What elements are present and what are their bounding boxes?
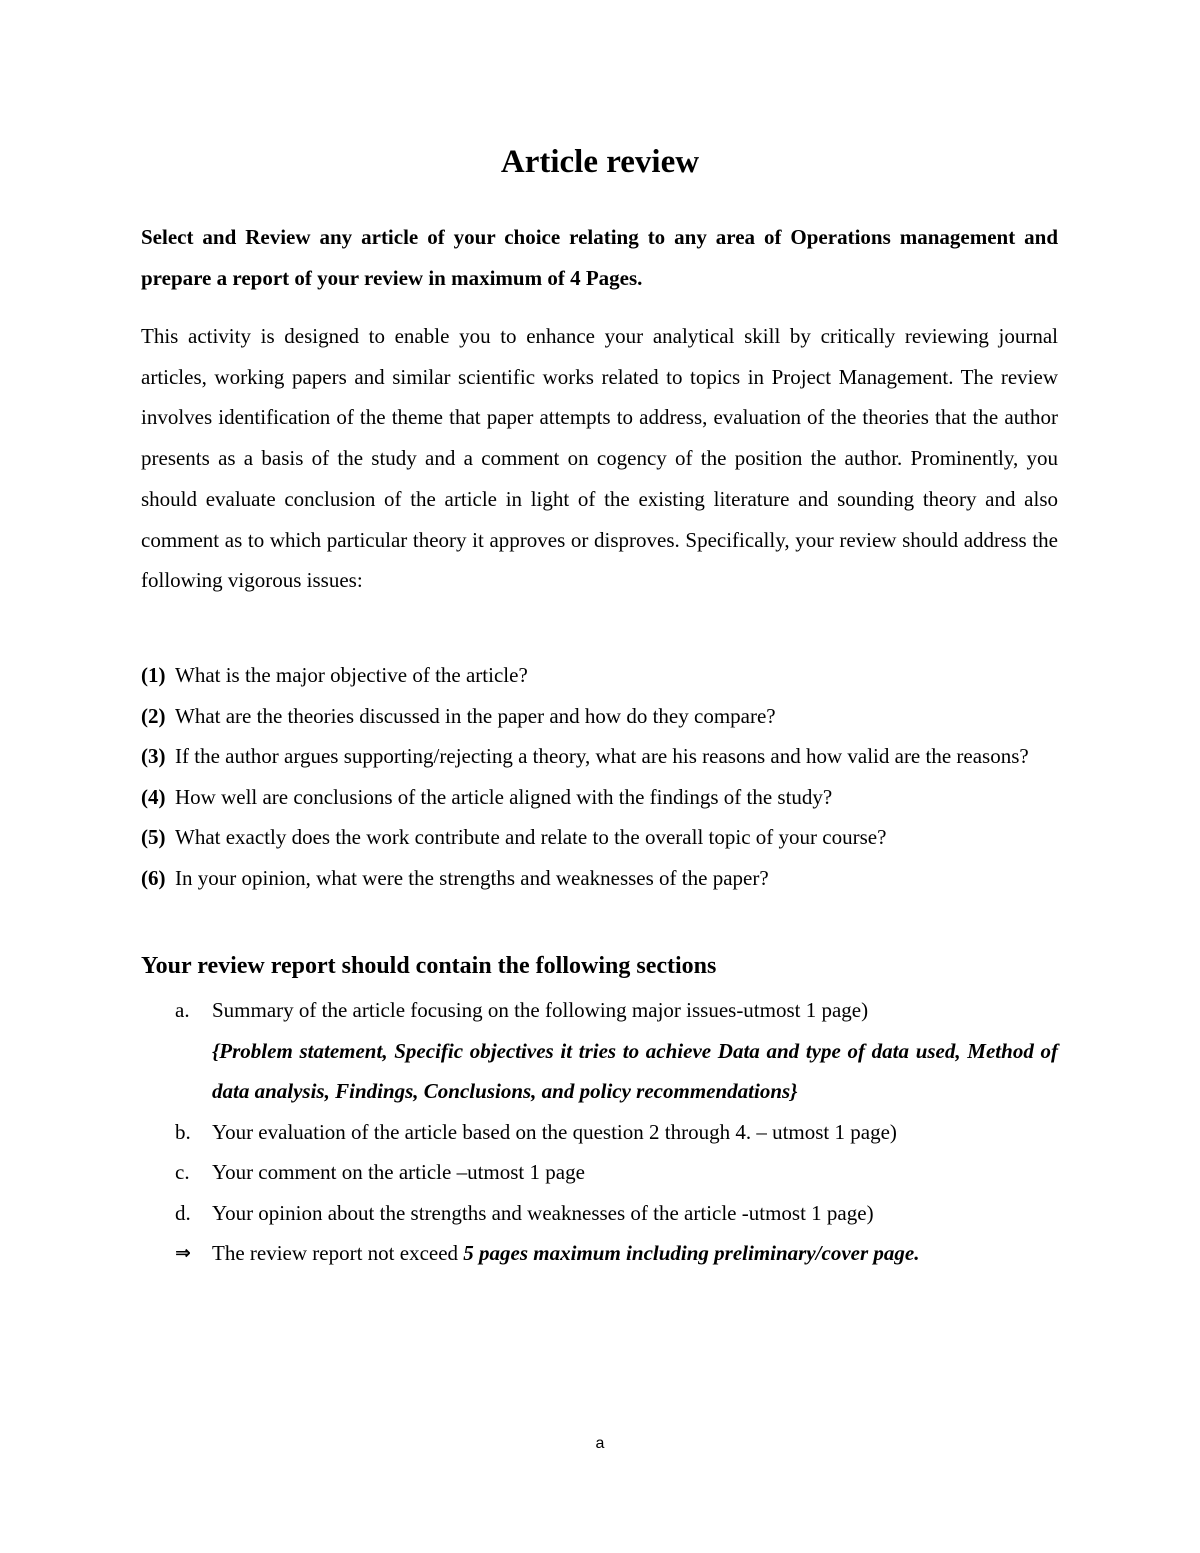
report-sections-list	[141, 990, 1058, 1274]
note-text: The review report not exceed	[212, 1241, 464, 1265]
review-questions-list	[141, 655, 1058, 898]
section-item	[141, 1152, 1058, 1193]
section-marker: b.	[175, 1119, 191, 1144]
question-text: What exactly does the work contribute and relate to the overall topic of your course?	[175, 825, 887, 849]
question-number: (1)	[141, 663, 166, 687]
sections-heading: Your review report should contain the following sections	[141, 953, 717, 979]
section-text: Your opinion about the strengths and weaknesses of the article -utmost 1 page)	[212, 1200, 874, 1225]
note-item	[141, 1233, 1058, 1274]
section-item	[141, 1112, 1058, 1153]
question-text: How well are conclusions of the article aligned with the findings of the study?	[175, 784, 833, 809]
question-number: (6)	[141, 865, 166, 890]
question-text: In your opinion, what were the strengths and weaknesses of the paper?	[175, 865, 769, 890]
summary-issues-detail: {Problem statement, Specific objectives it tries to achieve Data and type of data used, Method of data analysis, Findings, Conclusions, and policy recommendations}	[212, 1038, 1058, 1103]
section-detail	[141, 1031, 1058, 1112]
section-item	[141, 1193, 1058, 1234]
question-item	[141, 817, 1058, 858]
question-number: (5)	[141, 825, 166, 849]
document-title: Article review	[500, 144, 700, 180]
section-item	[141, 990, 1058, 1031]
section-text: Summary of the article focusing on the following major issues-utmost 1 page)	[212, 998, 869, 1022]
page-number: a	[595, 1435, 605, 1452]
assignment-instruction: Select and Review any article of your choice relating to any area of Operations management and prepare a report of your review in maximum of 4 Pages.	[141, 225, 1058, 290]
activity-description: This activity is designed to enable you to enhance your analytical skill by critically reviewing journal articles, working papers and similar scientific works related to topics in Project Management. The review involves identification of the theme that paper attempts to address, evaluation of the theories that the author presents as a basis of the study and a comment on cogency of the position the author. Prominently, you should evaluate conclusion of the article in light of the existing literature and sounding theory and also comment as to which particular theory it approves or disproves. Specifically, your review should address the following vigorous issues:	[141, 324, 1058, 593]
question-item	[141, 655, 1058, 696]
question-item	[141, 858, 1058, 899]
question-number: (4)	[141, 784, 166, 809]
question-item	[141, 777, 1058, 818]
section-text: Your evaluation of the article based on the question 2 through 4. – utmost 1 page)	[212, 1119, 897, 1144]
section-text: Your comment on the article –utmost 1 page	[212, 1160, 585, 1184]
question-text: What are the theories discussed in the paper and how do they compare?	[175, 703, 776, 728]
question-item	[141, 736, 1058, 777]
section-marker: c.	[175, 1160, 190, 1184]
question-number: (2)	[141, 703, 166, 728]
section-marker: d.	[175, 1200, 191, 1225]
right-double-arrow-icon: ⇒	[175, 1242, 191, 1264]
note-emphasis: 5 pages maximum including preliminary/cover page.	[463, 1241, 920, 1265]
question-item	[141, 696, 1058, 737]
question-text: What is the major objective of the article?	[175, 663, 528, 687]
question-text: If the author argues supporting/rejecting a theory, what are his reasons and how valid are the reasons?	[175, 744, 1029, 768]
question-number: (3)	[141, 744, 166, 768]
section-marker: a.	[175, 998, 190, 1022]
